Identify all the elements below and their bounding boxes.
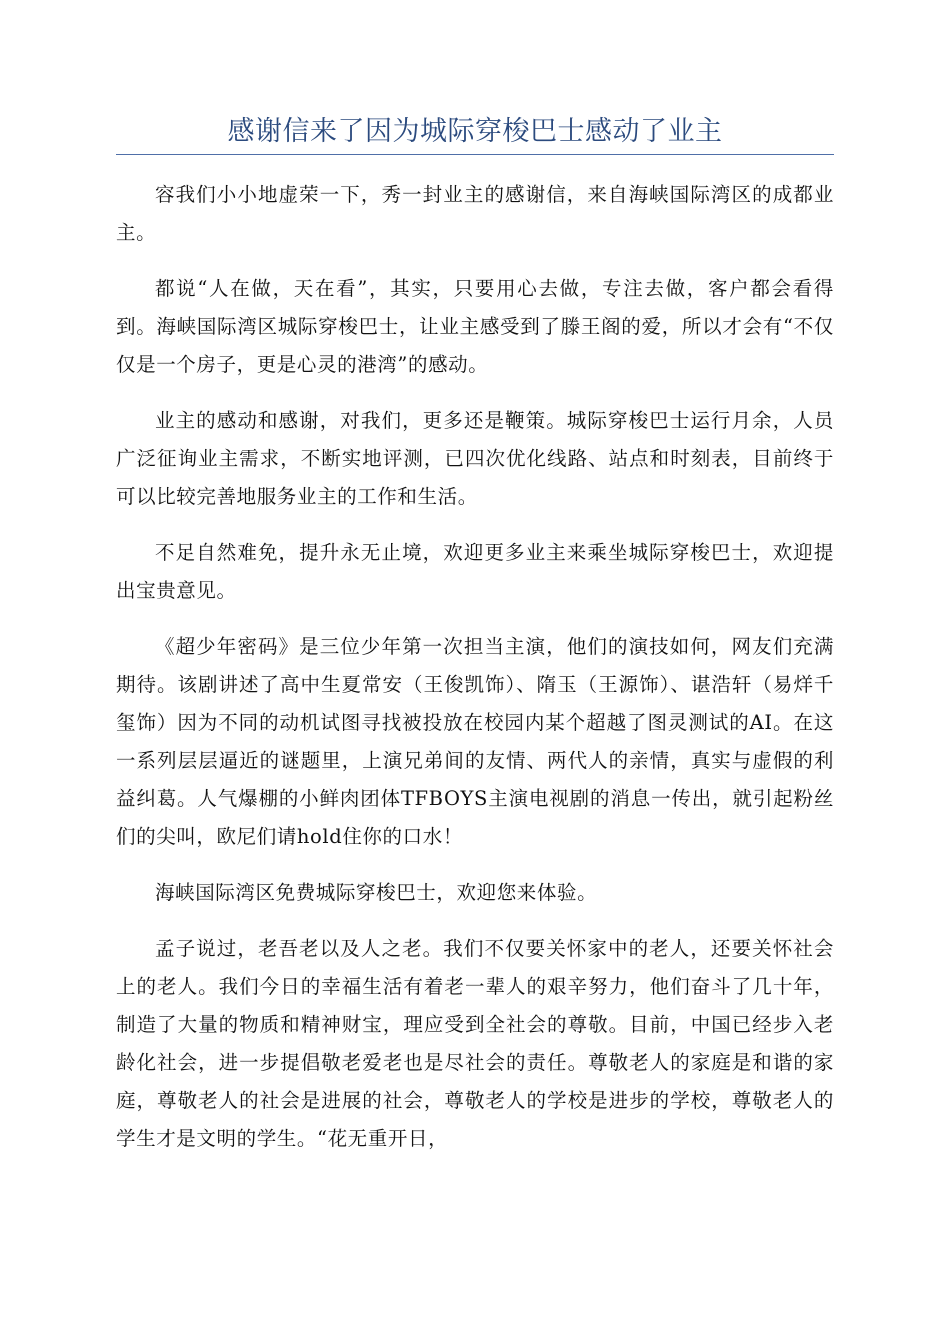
title-underline	[116, 154, 834, 155]
document-title: 感谢信来了因为城际穿梭巴士感动了业主	[227, 116, 723, 147]
paragraph: 都说“人在做，天在看”，其实，只要用心去做，专注去做，客户都会看得到。海峡国际湾区城际穿梭巴士，让业主感受到了滕王阁的爱，所以才会有“不仅仅是一个房子，更是心灵的港湾”的感动。	[116, 277, 834, 376]
paragraph: 业主的感动和感谢，对我们，更多还是鞭策。城际穿梭巴士运行月余，人员广泛征询业主需求，不断实地评测，已四次优化线路、站点和时刻表，目前终于可以比较完善地服务业主的工作和生活。	[116, 409, 834, 508]
paragraph: 容我们小小地虚荣一下，秀一封业主的感谢信，来自海峡国际湾区的成都业主。	[116, 183, 834, 244]
paragraph: 孟子说过，老吾老以及人之老。我们不仅要关怀家中的老人，还要关怀社会上的老人。我们今日的幸福生活有着老一辈人的艰辛努力，他们奋斗了几十年，制造了大量的物质和精神财宝，理应受到全社会的尊敬。目前，中国已经步入老龄化社会，进一步提倡敬老爱老也是尽社会的责任。尊敬老人的家庭是和谐的家庭，尊敬老人的社会是进展的社会，尊敬老人的学校是进步的学校，尊敬老人的学生才是文明的学生。“花无重开日，	[116, 937, 834, 1150]
paragraph: 海峡国际湾区免费城际穿梭巴士，欢迎您来体验。	[155, 881, 598, 904]
document-body	[116, 176, 834, 1176]
paragraph: 不足自然难免，提升永无止境，欢迎更多业主来乘坐城际穿梭巴士，欢迎提出宝贵意见。	[116, 541, 834, 602]
paragraph: 《超少年密码》是三位少年第一次担当主演，他们的演技如何，网友们充满期待。该剧讲述了高中生夏常安（王俊凯饰）、隋玉（王源饰）、谌浩轩（易烊千玺饰）因为不同的动机试图寻找被投放在校园内某个超越了图灵测试的AI。在这一系列层层逼近的谜题里，上演兄弟间的友情、两代人的亲情，真实与虚假的利益纠葛。人气爆棚的小鲜肉团体TFBOYS主演电视剧的消息一传出，就引起粉丝们的尖叫，欧尼们请hold住你的口水！	[116, 635, 834, 848]
